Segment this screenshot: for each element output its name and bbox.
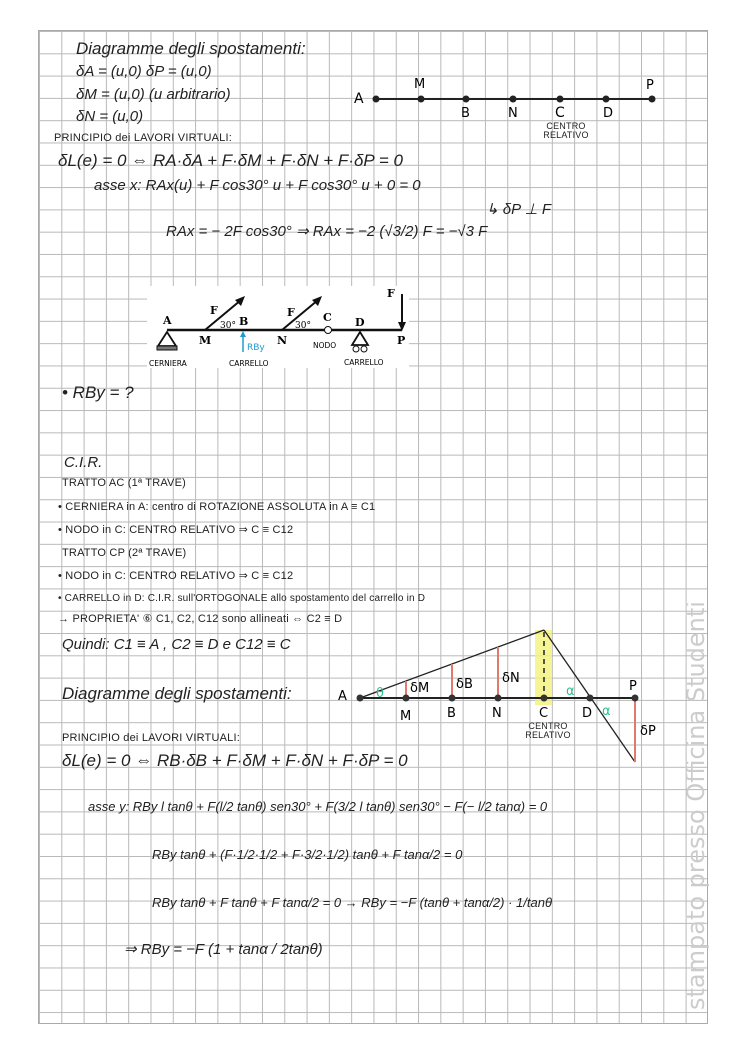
angle-label: 30° — [295, 321, 311, 331]
label-force: F — [287, 306, 295, 319]
equation-step: RBy tanθ + (F·1/2·1/2 + F·3/2·1/2) tanθ + F tanα/2 = 0 — [152, 847, 463, 862]
watermark: stampato presso Officina Studenti — [682, 601, 710, 1010]
support-label: CERNIERA — [149, 359, 187, 368]
cir-line: → PROPRIETA' ⑥ C1, C2, C12 sono allineati ⇔ C2 ≡ D — [58, 613, 343, 625]
displacement-line: δN = (u,0) — [76, 108, 144, 125]
point-label: C — [539, 706, 549, 721]
label-d: D — [355, 316, 365, 329]
point-label: A — [354, 91, 364, 107]
support-label: CARRELLO — [344, 358, 384, 367]
label-force: F — [210, 304, 218, 317]
displacement-line: δM = (u,0) (u arbitrario) — [76, 86, 231, 103]
point-label: D — [582, 706, 593, 721]
support-label: CARRELLO — [229, 359, 269, 368]
point-label: D — [603, 106, 614, 121]
angle-label: 30° — [220, 321, 236, 331]
label-a: A — [163, 314, 172, 327]
alpha-label: α — [566, 684, 575, 699]
point-label: N — [508, 106, 518, 121]
question: • RBy = ? — [62, 383, 134, 402]
dp-label: δP — [640, 724, 656, 739]
theta-label: θ — [376, 686, 384, 701]
label-n: N — [277, 334, 288, 347]
dn-label: δN — [502, 671, 520, 686]
displacement-diagram — [330, 620, 670, 770]
final-result: ⇒ RBy = −F (1 + tanα / 2tanθ) — [124, 941, 323, 958]
cir-conclusion: Quindi: C1 ≡ A , C2 ≡ D e C12 ≡ C — [62, 636, 291, 653]
cir-line: • CERNIERA in A: centro di ROTAZIONE ASSOLUTA in A ≡ C1 — [58, 501, 376, 513]
displacement-line: δA = (u,0) δP = (u,0) — [76, 63, 212, 80]
pvl-heading: PRINCIPIO dei LAVORI VIRTUALI: — [62, 732, 240, 744]
dm-label: δM — [410, 681, 430, 696]
structure-figure — [147, 286, 409, 368]
label-p: P — [397, 334, 406, 347]
cir-line: • NODO in C: CENTRO RELATIVO ⇒ C ≡ C12 — [58, 570, 294, 582]
centro-relativo-label: CENTRO RELATIVO — [543, 121, 589, 140]
point-label: C — [555, 105, 565, 121]
pvl-heading: PRINCIPIO dei LAVORI VIRTUALI: — [54, 132, 232, 144]
cir-title: C.I.R. — [64, 454, 103, 471]
section-title: Diagramme degli spostamenti: — [76, 39, 306, 58]
point-label: A — [338, 689, 347, 704]
point-label: N — [492, 706, 502, 721]
point-label: B — [461, 106, 470, 121]
label-force: F — [387, 287, 395, 300]
rax-result: RAx = − 2F cos30° ⇒ RAx = −2 (√3/2) F = −√3 F — [166, 223, 488, 240]
point-label: P — [629, 679, 637, 694]
label-b: B — [239, 315, 249, 328]
point-label: B — [447, 706, 456, 721]
pvl-equation: δL(e) = 0 ⇔ RA·δA + F·δM + F·δN + F·δP = 0 — [58, 151, 403, 170]
section-title: Diagramme degli spostamenti: — [62, 684, 292, 703]
point-label: P — [646, 78, 654, 93]
asse-y-equation: asse y: RBy l tanθ + F(l/2 tanθ) sen30° + F(3/2 l tanθ) sen30° − F(− l/2 tanα) = 0 — [88, 799, 548, 814]
alpha-label: α — [602, 704, 611, 719]
beam-diagram-1 — [350, 70, 670, 150]
point-label: M — [400, 709, 412, 724]
db-label: δB — [456, 677, 473, 692]
note: ↳ δP ⊥ F — [486, 201, 552, 218]
label-m: M — [199, 334, 212, 347]
point-label: M — [414, 77, 426, 92]
asse-x-equation: asse x: RAx(u) + F cos30° u + F cos30° u + 0 = 0 — [94, 177, 421, 194]
label-c: C — [323, 311, 332, 324]
cir-line: • NODO in C: CENTRO RELATIVO ⇒ C ≡ C12 — [58, 524, 294, 536]
cir-line: TRATTO CP (2ª TRAVE) — [62, 547, 187, 559]
rby-label: RBy — [247, 343, 265, 353]
cir-line: TRATTO AC (1ª TRAVE) — [62, 477, 186, 489]
centro-relativo-label: CENTRO RELATIVO — [525, 721, 571, 740]
support-label: NODO — [313, 341, 337, 350]
cir-line: • CARRELLO in D: C.I.R. sull'ORTOGONALE allo spostamento del carrello in D — [58, 593, 426, 604]
equation-step: RBy tanθ + F tanθ + F tanα/2 = 0 → RBy = −F (tanθ + tanα/2) · 1/tanθ — [152, 895, 553, 910]
pvl-equation: δL(e) = 0 ⇔ RB·δB + F·δM + F·δN + F·δP = 0 — [62, 751, 408, 770]
